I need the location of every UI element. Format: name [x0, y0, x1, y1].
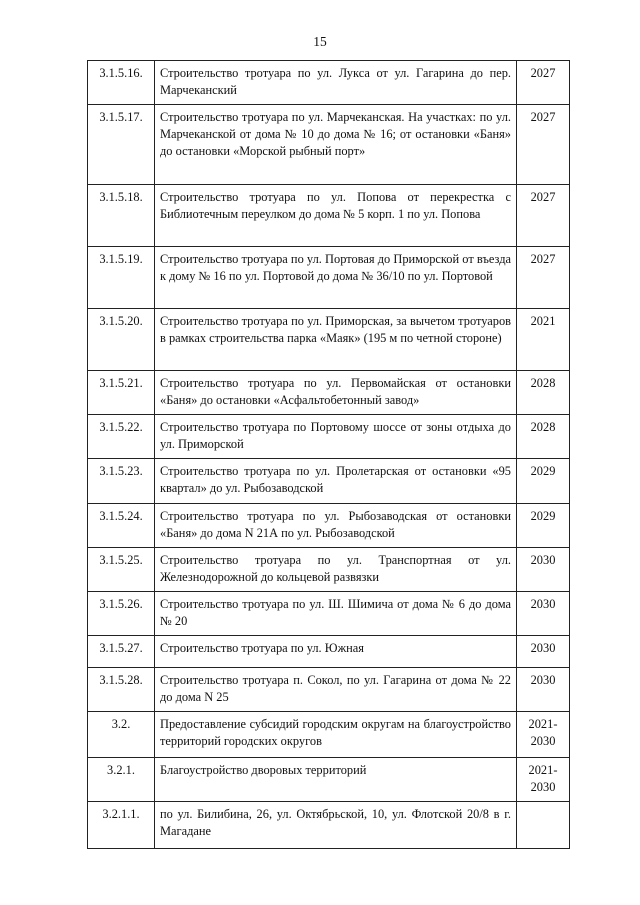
item-number: 3.1.5.17. [88, 105, 155, 185]
item-description: Строительство тротуара по ул. Пролетарская от остановки «95 квартал» до ул. Рыбозаводской [155, 459, 517, 504]
table-row [88, 712, 570, 758]
table-row [88, 802, 570, 849]
item-description: Строительство тротуара по ул. Первомайская от остановки «Баня» до остановки «Асфальтобетонный завод» [155, 371, 517, 415]
table-row [88, 636, 570, 668]
item-year: 2021-2030 [517, 758, 570, 802]
item-number: 3.1.5.21. [88, 371, 155, 415]
item-description: Предоставление субсидий городским округам на благоустройство территорий городских округов [155, 712, 517, 758]
item-year: 2027 [517, 61, 570, 105]
item-number: 3.1.5.18. [88, 185, 155, 247]
item-year: 2028 [517, 371, 570, 415]
item-description: Строительство тротуара по ул. Южная [155, 636, 517, 668]
item-year: 2029 [517, 459, 570, 504]
item-number: 3.1.5.23. [88, 459, 155, 504]
item-number: 3.1.5.20. [88, 309, 155, 371]
table-row [88, 592, 570, 636]
table-row [88, 309, 570, 371]
item-year: 2021 [517, 309, 570, 371]
item-year: 2029 [517, 504, 570, 548]
table-row [88, 459, 570, 504]
table-row [88, 758, 570, 802]
item-year: 2028 [517, 415, 570, 459]
item-description: Строительство тротуара по ул. Портовая до Приморской от въезда к дому № 16 по ул. Портовой до дома № 36/10 по ул. Портовой [155, 247, 517, 309]
table-row [88, 247, 570, 309]
table-row [88, 105, 570, 185]
item-year: 2030 [517, 592, 570, 636]
item-number: 3.2. [88, 712, 155, 758]
item-year: 2030 [517, 548, 570, 592]
item-number: 3.1.5.28. [88, 668, 155, 712]
item-description: Строительство тротуара по ул. Марчеканская. На участках: по ул. Марчеканской от дома № 10 до дома № 16; от остановки «Баня» до остановки «Морской рыбный порт» [155, 105, 517, 185]
item-number: 3.2.1. [88, 758, 155, 802]
item-year: 2021-2030 [517, 712, 570, 758]
item-description: Строительство тротуара по ул. Транспортная от ул. Железнодорожной до кольцевой развязки [155, 548, 517, 592]
item-number: 3.1.5.22. [88, 415, 155, 459]
item-description: Строительство тротуара по ул. Приморская, за вычетом тротуаров в рамках строительства парка «Маяк» (195 м по четной стороне) [155, 309, 517, 371]
page-number: 15 [313, 34, 327, 49]
table-row [88, 415, 570, 459]
item-number: 3.1.5.27. [88, 636, 155, 668]
item-year [517, 802, 570, 849]
table-row [88, 668, 570, 712]
item-number: 3.1.5.24. [88, 504, 155, 548]
item-description: Строительство тротуара по ул. Рыбозаводская от остановки «Баня» до дома N 21А по ул. Рыбозаводской [155, 504, 517, 548]
item-description: Строительство тротуара по ул. Попова от перекрестка с Библиотечным переулком до дома № 5 корп. 1 по ул. Попова [155, 185, 517, 247]
item-year: 2027 [517, 185, 570, 247]
table-row [88, 504, 570, 548]
item-number: 3.1.5.19. [88, 247, 155, 309]
item-description: Благоустройство дворовых территорий [155, 758, 517, 802]
item-description: Строительство тротуара по Портовому шоссе от зоны отдыха до ул. Приморской [155, 415, 517, 459]
table-row [88, 61, 570, 105]
item-number: 3.1.5.26. [88, 592, 155, 636]
item-year: 2030 [517, 636, 570, 668]
item-year: 2030 [517, 668, 570, 712]
item-number: 3.1.5.16. [88, 61, 155, 105]
program-table [87, 60, 570, 849]
table-row [88, 548, 570, 592]
item-number: 3.2.1.1. [88, 802, 155, 849]
item-description: по ул. Билибина, 26, ул. Октябрьской, 10, ул. Флотской 20/8 в г. Магадане [155, 802, 517, 849]
item-description: Строительство тротуара по ул. Лукса от ул. Гагарина до пер. Марчеканский [155, 61, 517, 105]
item-description: Строительство тротуара п. Сокол, по ул. Гагарина от дома № 22 до дома N 25 [155, 668, 517, 712]
item-description: Строительство тротуара по ул. Ш. Шимича от дома № 6 до дома № 20 [155, 592, 517, 636]
item-year: 2027 [517, 247, 570, 309]
item-number: 3.1.5.25. [88, 548, 155, 592]
table-row [88, 185, 570, 247]
item-year: 2027 [517, 105, 570, 185]
table-row [88, 371, 570, 415]
